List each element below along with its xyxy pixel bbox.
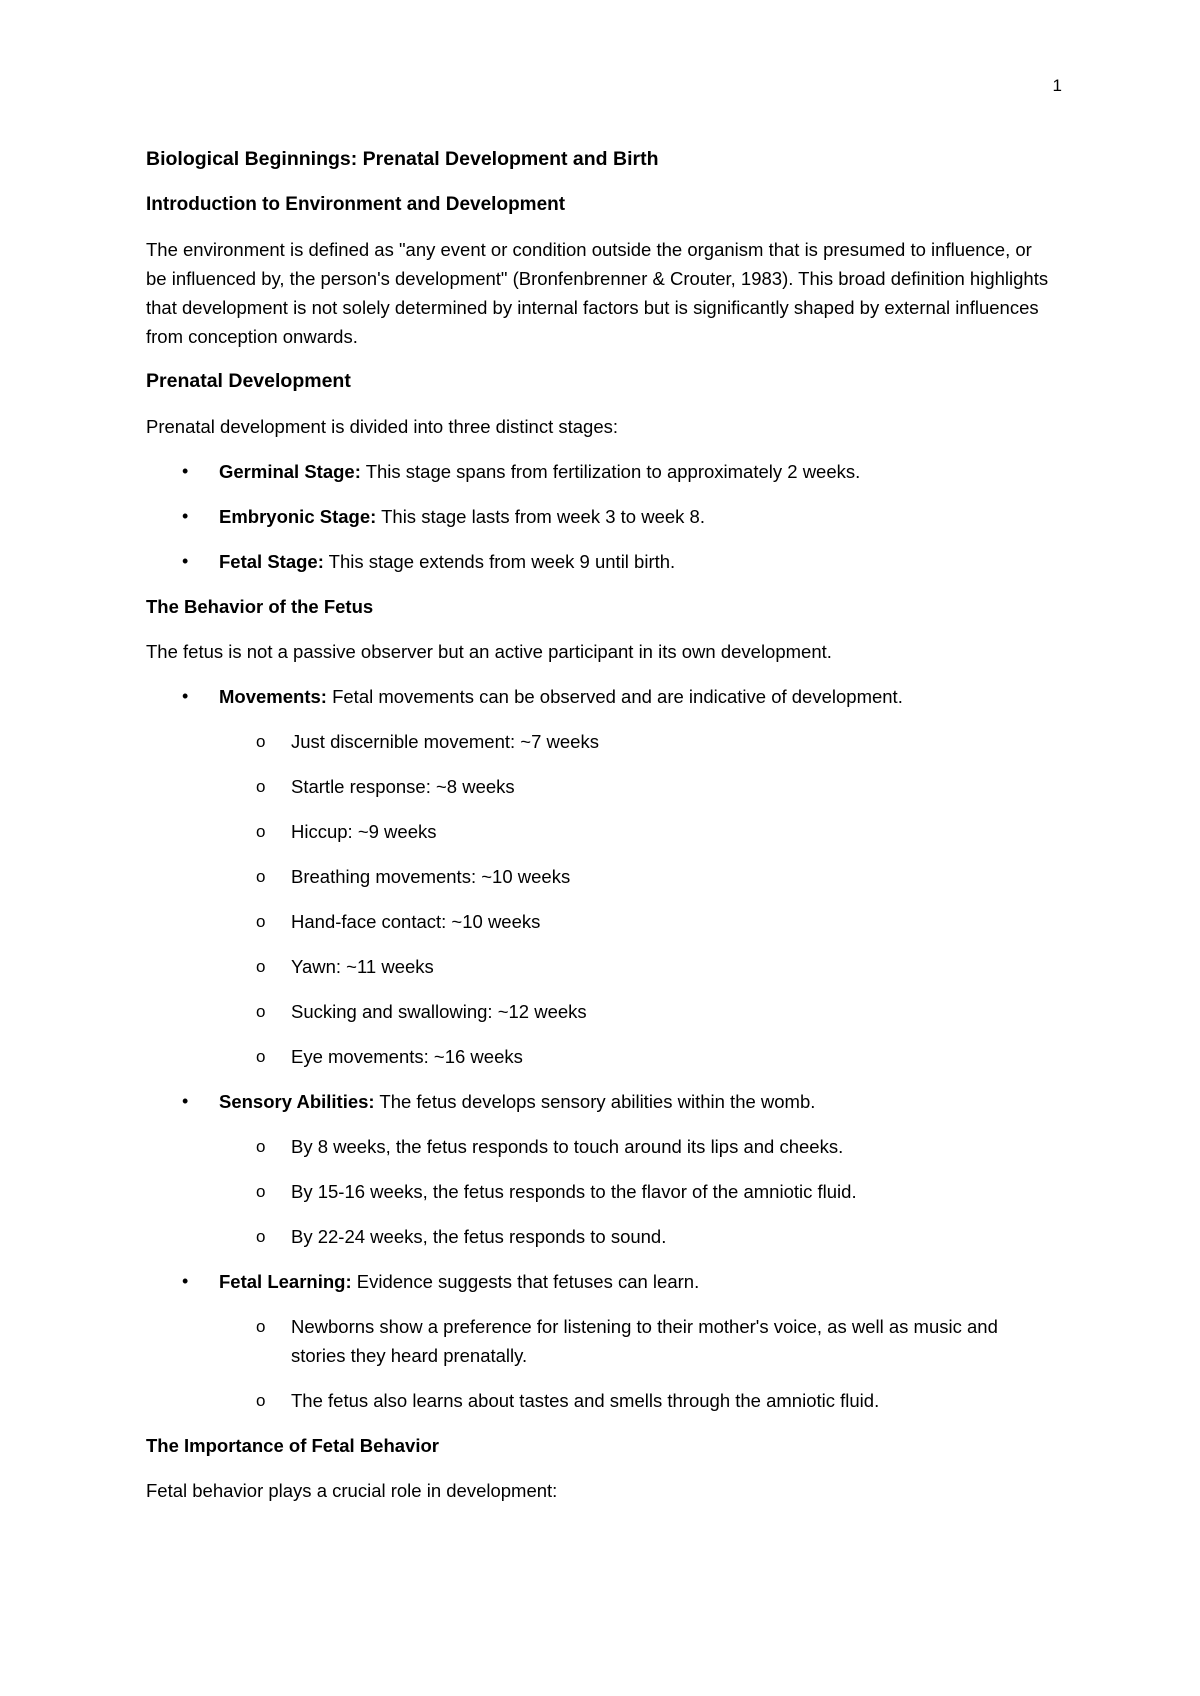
sub-bullet-icon: o — [256, 777, 266, 796]
stage-term: Germinal Stage: — [219, 461, 361, 482]
behavior-text: Evidence suggests that fetuses can learn. — [351, 1271, 700, 1292]
sub-bullet-icon: o — [256, 1227, 266, 1246]
behavior-term: Sensory Abilities: — [219, 1091, 375, 1112]
sub-bullet-icon: o — [256, 1002, 266, 1021]
stage-text: This stage extends from week 9 until birth. — [323, 551, 676, 572]
sub-bullet-icon: o — [256, 822, 266, 841]
sub-bullet-icon: o — [256, 957, 266, 976]
list-item — [146, 547, 1056, 576]
sub-bullet-icon: o — [256, 1391, 266, 1410]
sub-list-item — [146, 952, 1056, 981]
document-body — [146, 145, 1056, 1521]
sub-item-text: Hand-face contact: ~10 weeks — [291, 911, 541, 932]
behavior-text: The fetus develops sensory abilities within the womb. — [374, 1091, 816, 1112]
list-item — [146, 682, 1056, 1071]
sub-list-item — [146, 1177, 1056, 1206]
sub-bullet-icon: o — [256, 867, 266, 886]
prenatal-paragraph: Prenatal development is divided into three distinct stages: — [146, 416, 619, 437]
sub-list-item — [146, 817, 1056, 846]
behavior-heading: The Behavior of the Fetus — [146, 596, 374, 617]
sub-item-text: Breathing movements: ~10 weeks — [291, 866, 571, 887]
sub-item-text: By 15-16 weeks, the fetus responds to the flavor of the amniotic fluid. — [291, 1181, 857, 1202]
sub-list-item — [146, 1222, 1056, 1251]
behavior-list — [146, 682, 1056, 1415]
sub-list — [219, 1312, 1056, 1415]
list-item — [146, 502, 1056, 531]
sub-list-item — [146, 772, 1056, 801]
sub-item-text: Newborns show a preference for listening to their mother's voice, as well as music and stories they heard prenatally. — [291, 1316, 998, 1366]
sub-list-item — [146, 997, 1056, 1026]
behavior-term: Movements: — [219, 686, 327, 707]
prenatal-heading: Prenatal Development — [146, 370, 351, 392]
sub-bullet-icon: o — [256, 1182, 266, 1201]
sub-item-text: Hiccup: ~9 weeks — [291, 821, 437, 842]
stage-term: Embryonic Stage: — [219, 506, 377, 527]
bullet-icon: • — [182, 506, 189, 526]
behavior-term: Fetal Learning: — [219, 1271, 352, 1292]
importance-heading: The Importance of Fetal Behavior — [146, 1435, 439, 1456]
bullet-icon: • — [182, 1271, 189, 1291]
sub-item-text: By 22-24 weeks, the fetus responds to sound. — [291, 1226, 667, 1247]
list-item — [146, 457, 1056, 486]
sub-bullet-icon: o — [256, 912, 266, 931]
sub-list-item — [146, 907, 1056, 936]
sub-list-item — [146, 1312, 1056, 1370]
sub-item-text: Just discernible movement: ~7 weeks — [291, 731, 599, 752]
bullet-icon: • — [182, 1091, 189, 1111]
document-title: Biological Beginnings: Prenatal Development and Birth — [146, 148, 659, 170]
sub-list — [219, 1132, 1056, 1251]
sub-list-item — [146, 1386, 1056, 1415]
stage-text: This stage lasts from week 3 to week 8. — [376, 506, 705, 527]
stages-list — [146, 457, 1056, 576]
list-item — [146, 1087, 1056, 1251]
stage-text: This stage spans from fertilization to approximately 2 weeks. — [360, 461, 861, 482]
sub-list-item — [146, 862, 1056, 891]
bullet-icon: • — [182, 551, 189, 571]
sub-item-text: The fetus also learns about tastes and smells through the amniotic fluid. — [291, 1390, 880, 1411]
intro-heading: Introduction to Environment and Development — [146, 194, 566, 215]
sub-list — [219, 727, 1056, 1071]
sub-bullet-icon: o — [256, 1047, 266, 1066]
page-number: 1 — [1052, 76, 1062, 95]
sub-list-item — [146, 727, 1056, 756]
bullet-icon: • — [182, 461, 189, 481]
behavior-text: Fetal movements can be observed and are indicative of development. — [326, 686, 903, 707]
importance-paragraph: Fetal behavior plays a crucial role in development: — [146, 1480, 558, 1501]
intro-paragraph: The environment is defined as "any event or condition outside the organism that is presumed to influence, or be influenced by, the person's development" (Bronfenbrenner & Crouter, 1983). This broad definition highlights that development is not solely determined by internal factors but is significantly shaped by external influences from conception onwards. — [146, 239, 1049, 347]
behavior-paragraph: The fetus is not a passive observer but an active participant in its own development. — [146, 641, 832, 662]
sub-bullet-icon: o — [256, 1137, 266, 1156]
sub-list-item — [146, 1132, 1056, 1161]
list-item — [146, 1267, 1056, 1415]
sub-list-item — [146, 1042, 1056, 1071]
sub-item-text: Startle response: ~8 weeks — [291, 776, 515, 797]
sub-bullet-icon: o — [256, 732, 266, 751]
sub-bullet-icon: o — [256, 1317, 266, 1336]
stage-term: Fetal Stage: — [219, 551, 324, 572]
bullet-icon: • — [182, 686, 189, 706]
sub-item-text: Eye movements: ~16 weeks — [291, 1046, 523, 1067]
sub-item-text: Sucking and swallowing: ~12 weeks — [291, 1001, 587, 1022]
sub-item-text: Yawn: ~11 weeks — [291, 956, 434, 977]
sub-item-text: By 8 weeks, the fetus responds to touch around its lips and cheeks. — [291, 1136, 844, 1157]
